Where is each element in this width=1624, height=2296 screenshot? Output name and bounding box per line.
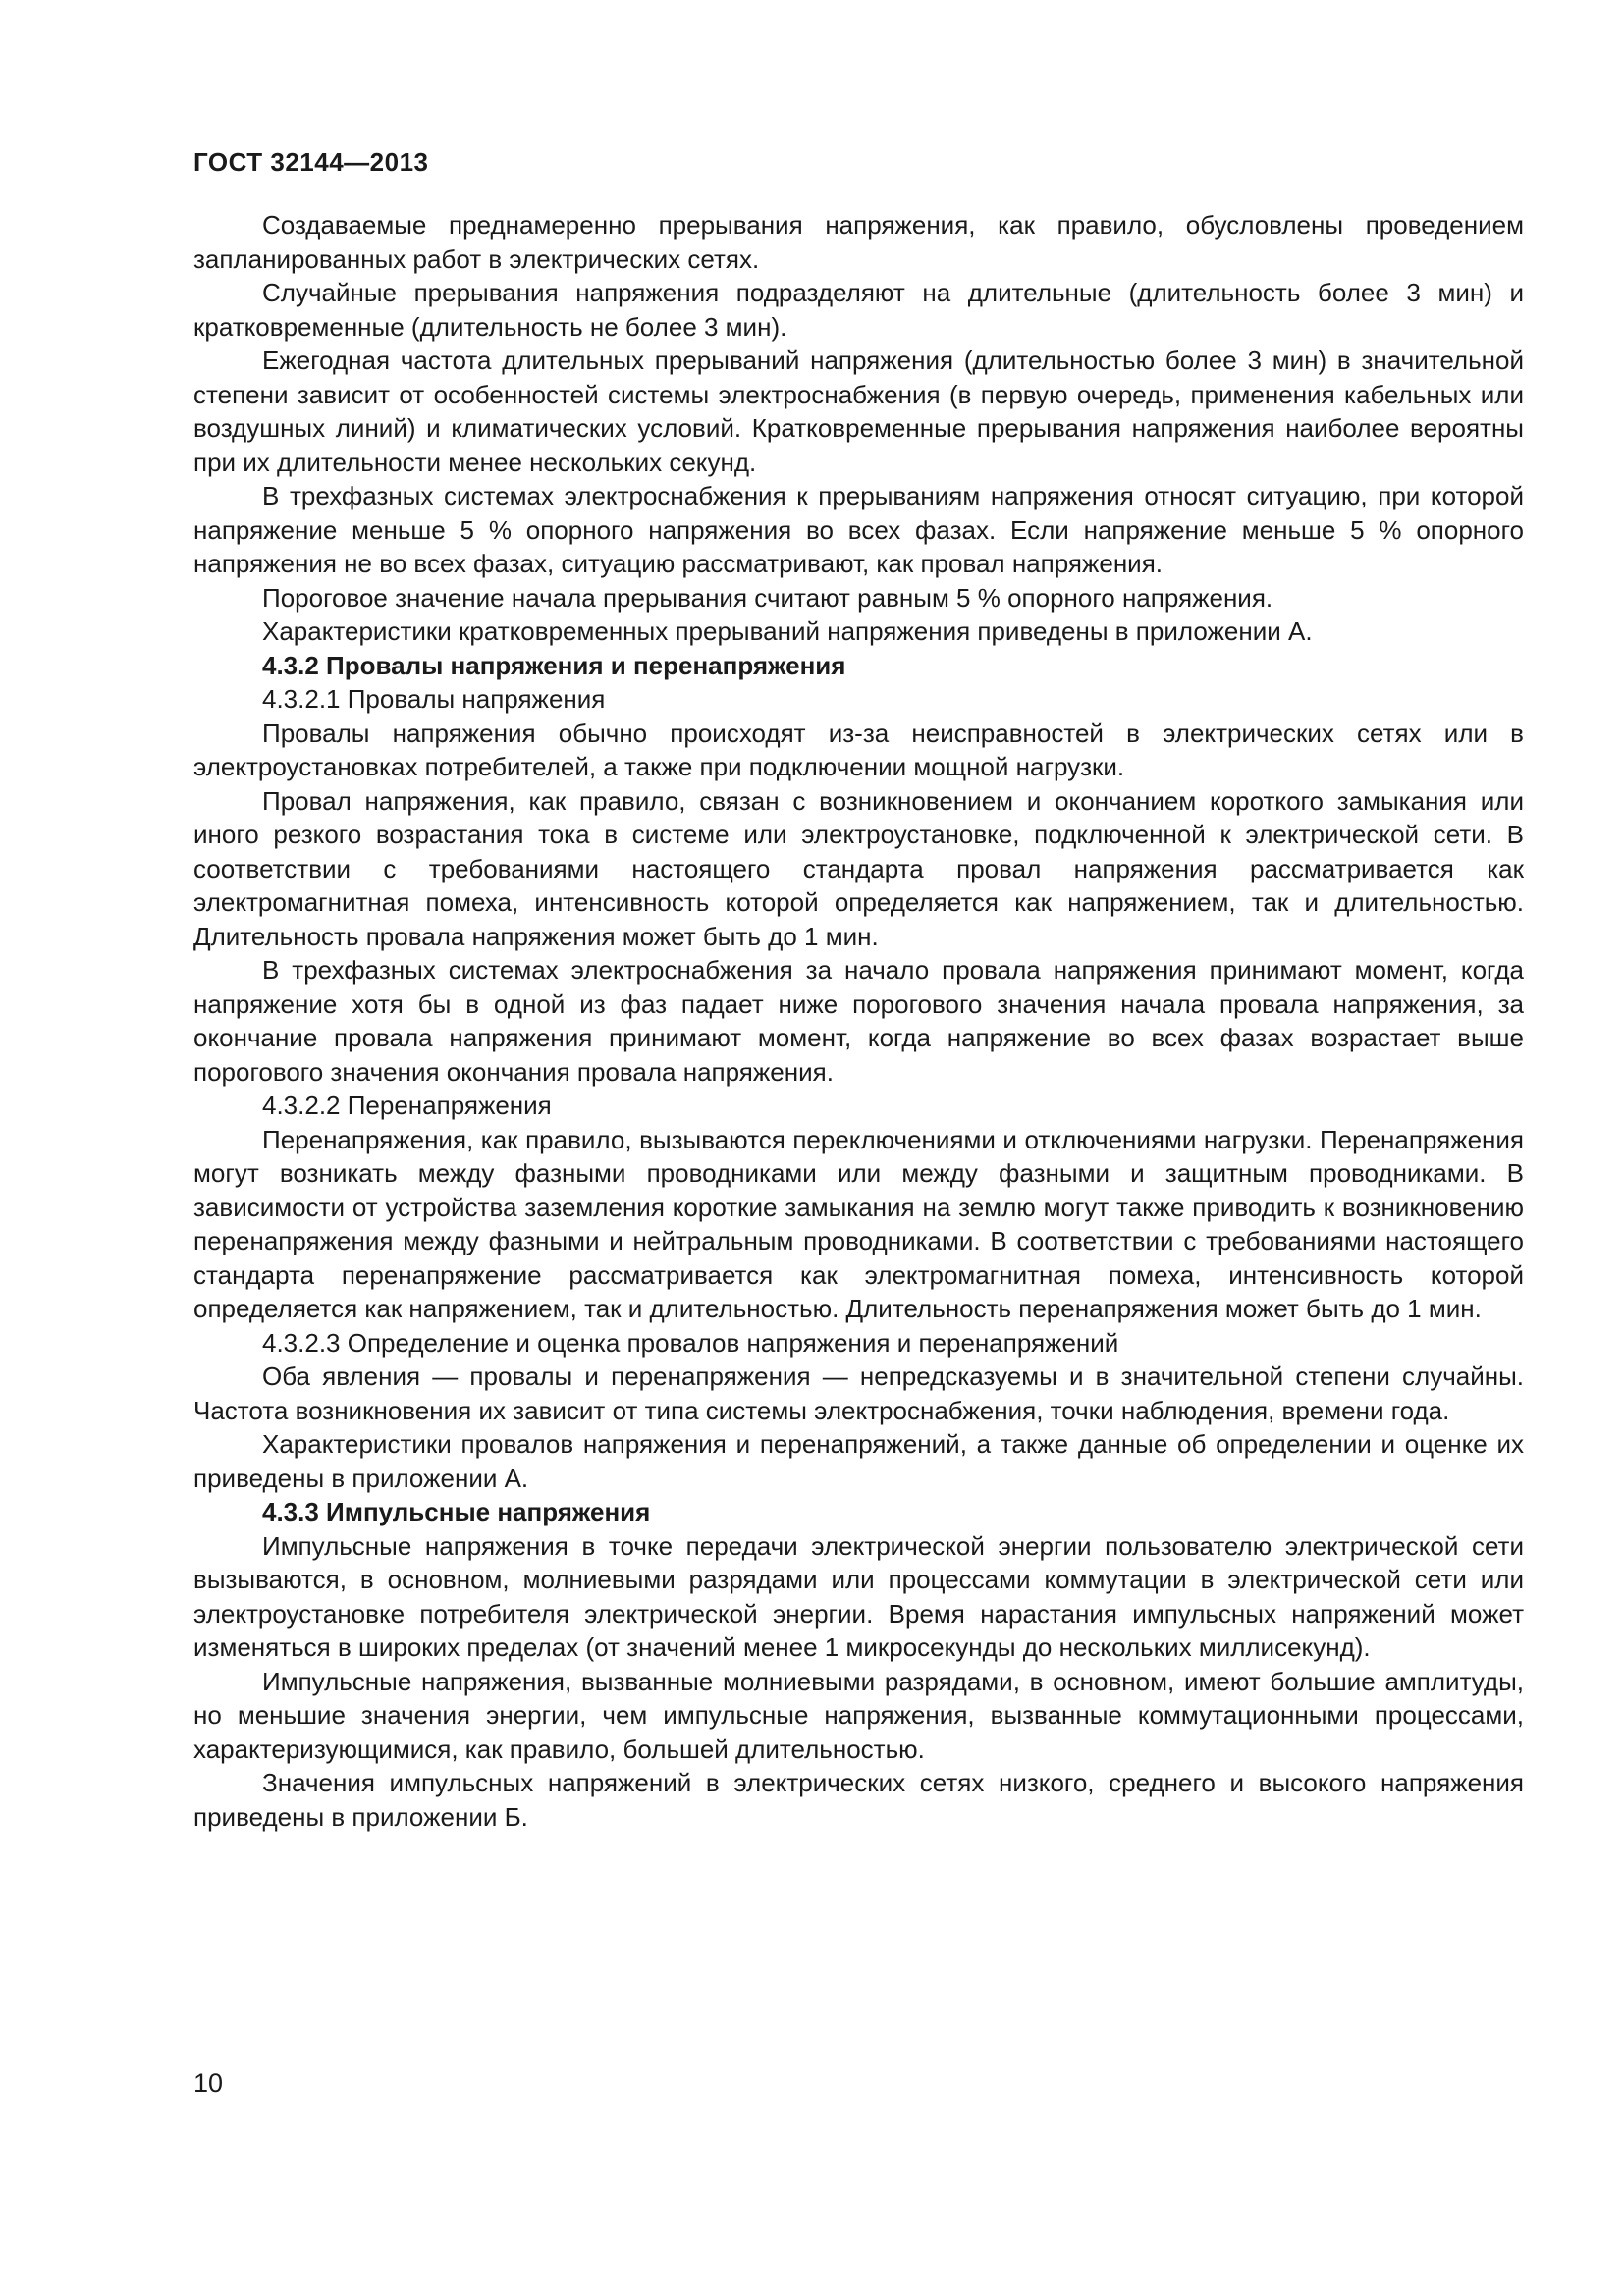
paragraph: Импульсные напряжения в точке передачи электрической энергии пользователю электрической сети вызываются, в основном, молниевыми разрядами или процессами коммутации в электрической сети или электроустановке потребителя электрической энергии. Время нарастания импульсных напряжений может изменяться в широких пределах (от значений менее 1 микросекунды до нескольких миллисекунд). [193,1530,1524,1662]
paragraph: Импульсные напряжения, вызванные молниевыми разрядами, в основном, имеют большие амплитуды, но меньшие значения энергии, чем импульсные напряжения, вызванные коммутационными процессами, характеризующимися, как правило, большей длительностью. [193,1666,1524,1764]
page-number: 10 [193,2068,224,2098]
paragraph: Провалы напряжения обычно происходят из-за неисправностей в электрических сетях или в электроустановках потребителей, а также при подключении мощной нагрузки. [193,718,1524,781]
subsection-title-4-3-2-2: 4.3.2.2 Перенапряжения [262,1091,552,1120]
document-header: ГОСТ 32144—2013 [193,147,429,177]
paragraph: Перенапряжения, как правило, вызываются переключениями и отключениями нагрузки. Перенапряжения могут возникать между фазными проводниками или между фазными и защитным проводниками. В зависимости от устройства заземления короткие замыкания на землю могут также приводить к возникновению перенапряжения между фазными и нейтральным проводниками. В соответствии с требованиями настоящего стандарта перенапряжение рассматривается как электромагнитная помеха, интенсивность которой определяется как напряжением, так и длительностью. Длительность перенапряжения может быть до 1 мин. [193,1124,1524,1323]
section-heading-4-3-2: 4.3.2 Провалы напряжения и перенапряжения [262,650,846,680]
paragraph: Провал напряжения, как правило, связан с возникновением и окончанием короткого замыкания или иного резкого возрастания тока в системе или электроустановке, подключенной к электрической сети. В соответствии с требованиями настоящего стандарта провал напряжения рассматривается как электромагнитная помеха, интенсивность которой определяется как напряжением, так и длительностью. Длительность провала напряжения может быть до 1 мин. [193,785,1524,951]
paragraph: В трехфазных системах электроснабжения к прерываниям напряжения относят ситуацию, при которой напряжение меньше 5 % опорного напряжения во всех фазах. Если напряжение меньше 5 % опорного напряжения не во всех фазах, ситуацию рассматривают, как провал напряжения. [193,481,1524,578]
document-body [193,208,1524,1834]
paragraph: Пороговое значение начала прерывания считают равным 5 % опорного напряжения. [262,582,1273,613]
paragraph: Создаваемые преднамеренно прерывания напряжения, как правило, обусловлены проведением запланированных работ в электрических сетях. [193,210,1524,274]
paragraph: Ежегодная частота длительных прерываний напряжения (длительностью более 3 мин) в значительной степени зависит от особенностей системы электроснабжения (в первую очередь, применения кабельных или воздушных линий) и климатических условий. Кратковременные прерывания напряжения наиболее вероятны при их длительности менее нескольких секунд. [193,346,1524,477]
paragraph: Характеристики кратковременных прерываний напряжения приведены в приложении А. [262,616,1313,646]
subsection-title-4-3-2-3: 4.3.2.3 Определение и оценка провалов напряжения и перенапряжений [262,1327,1119,1358]
section-heading-4-3-3: 4.3.3 Импульсные напряжения [262,1497,651,1526]
paragraph: Характеристики провалов напряжения и перенапряжений, а также данные об определении и оценке их приведены в приложении А. [193,1429,1524,1493]
paragraph: Оба явления — провалы и перенапряжения — непредсказуемы и в значительной степени случайны. Частота возникновения их зависит от типа системы электроснабжения, точки наблюдения, времени года. [193,1362,1524,1425]
subsection-title-4-3-2-1: 4.3.2.1 Провалы напряжения [262,684,606,714]
paragraph: Случайные прерывания напряжения подразделяют на длительные (длительность более 3 мин) и кратковременные (длительность не более 3 мин). [193,278,1524,342]
paragraph: В трехфазных системах электроснабжения за начало провала напряжения принимают момент, когда напряжение хотя бы в одной из фаз падает ниже порогового значения начала провала напряжения, за окончание провала напряжения принимают момент, когда напряжение во всех фазах возрастает выше порогового значения окончания провала напряжения. [193,955,1524,1087]
paragraph: Значения импульсных напряжений в электрических сетях низкого, среднего и высокого напряжения приведены в приложении Б. [193,1768,1524,1832]
